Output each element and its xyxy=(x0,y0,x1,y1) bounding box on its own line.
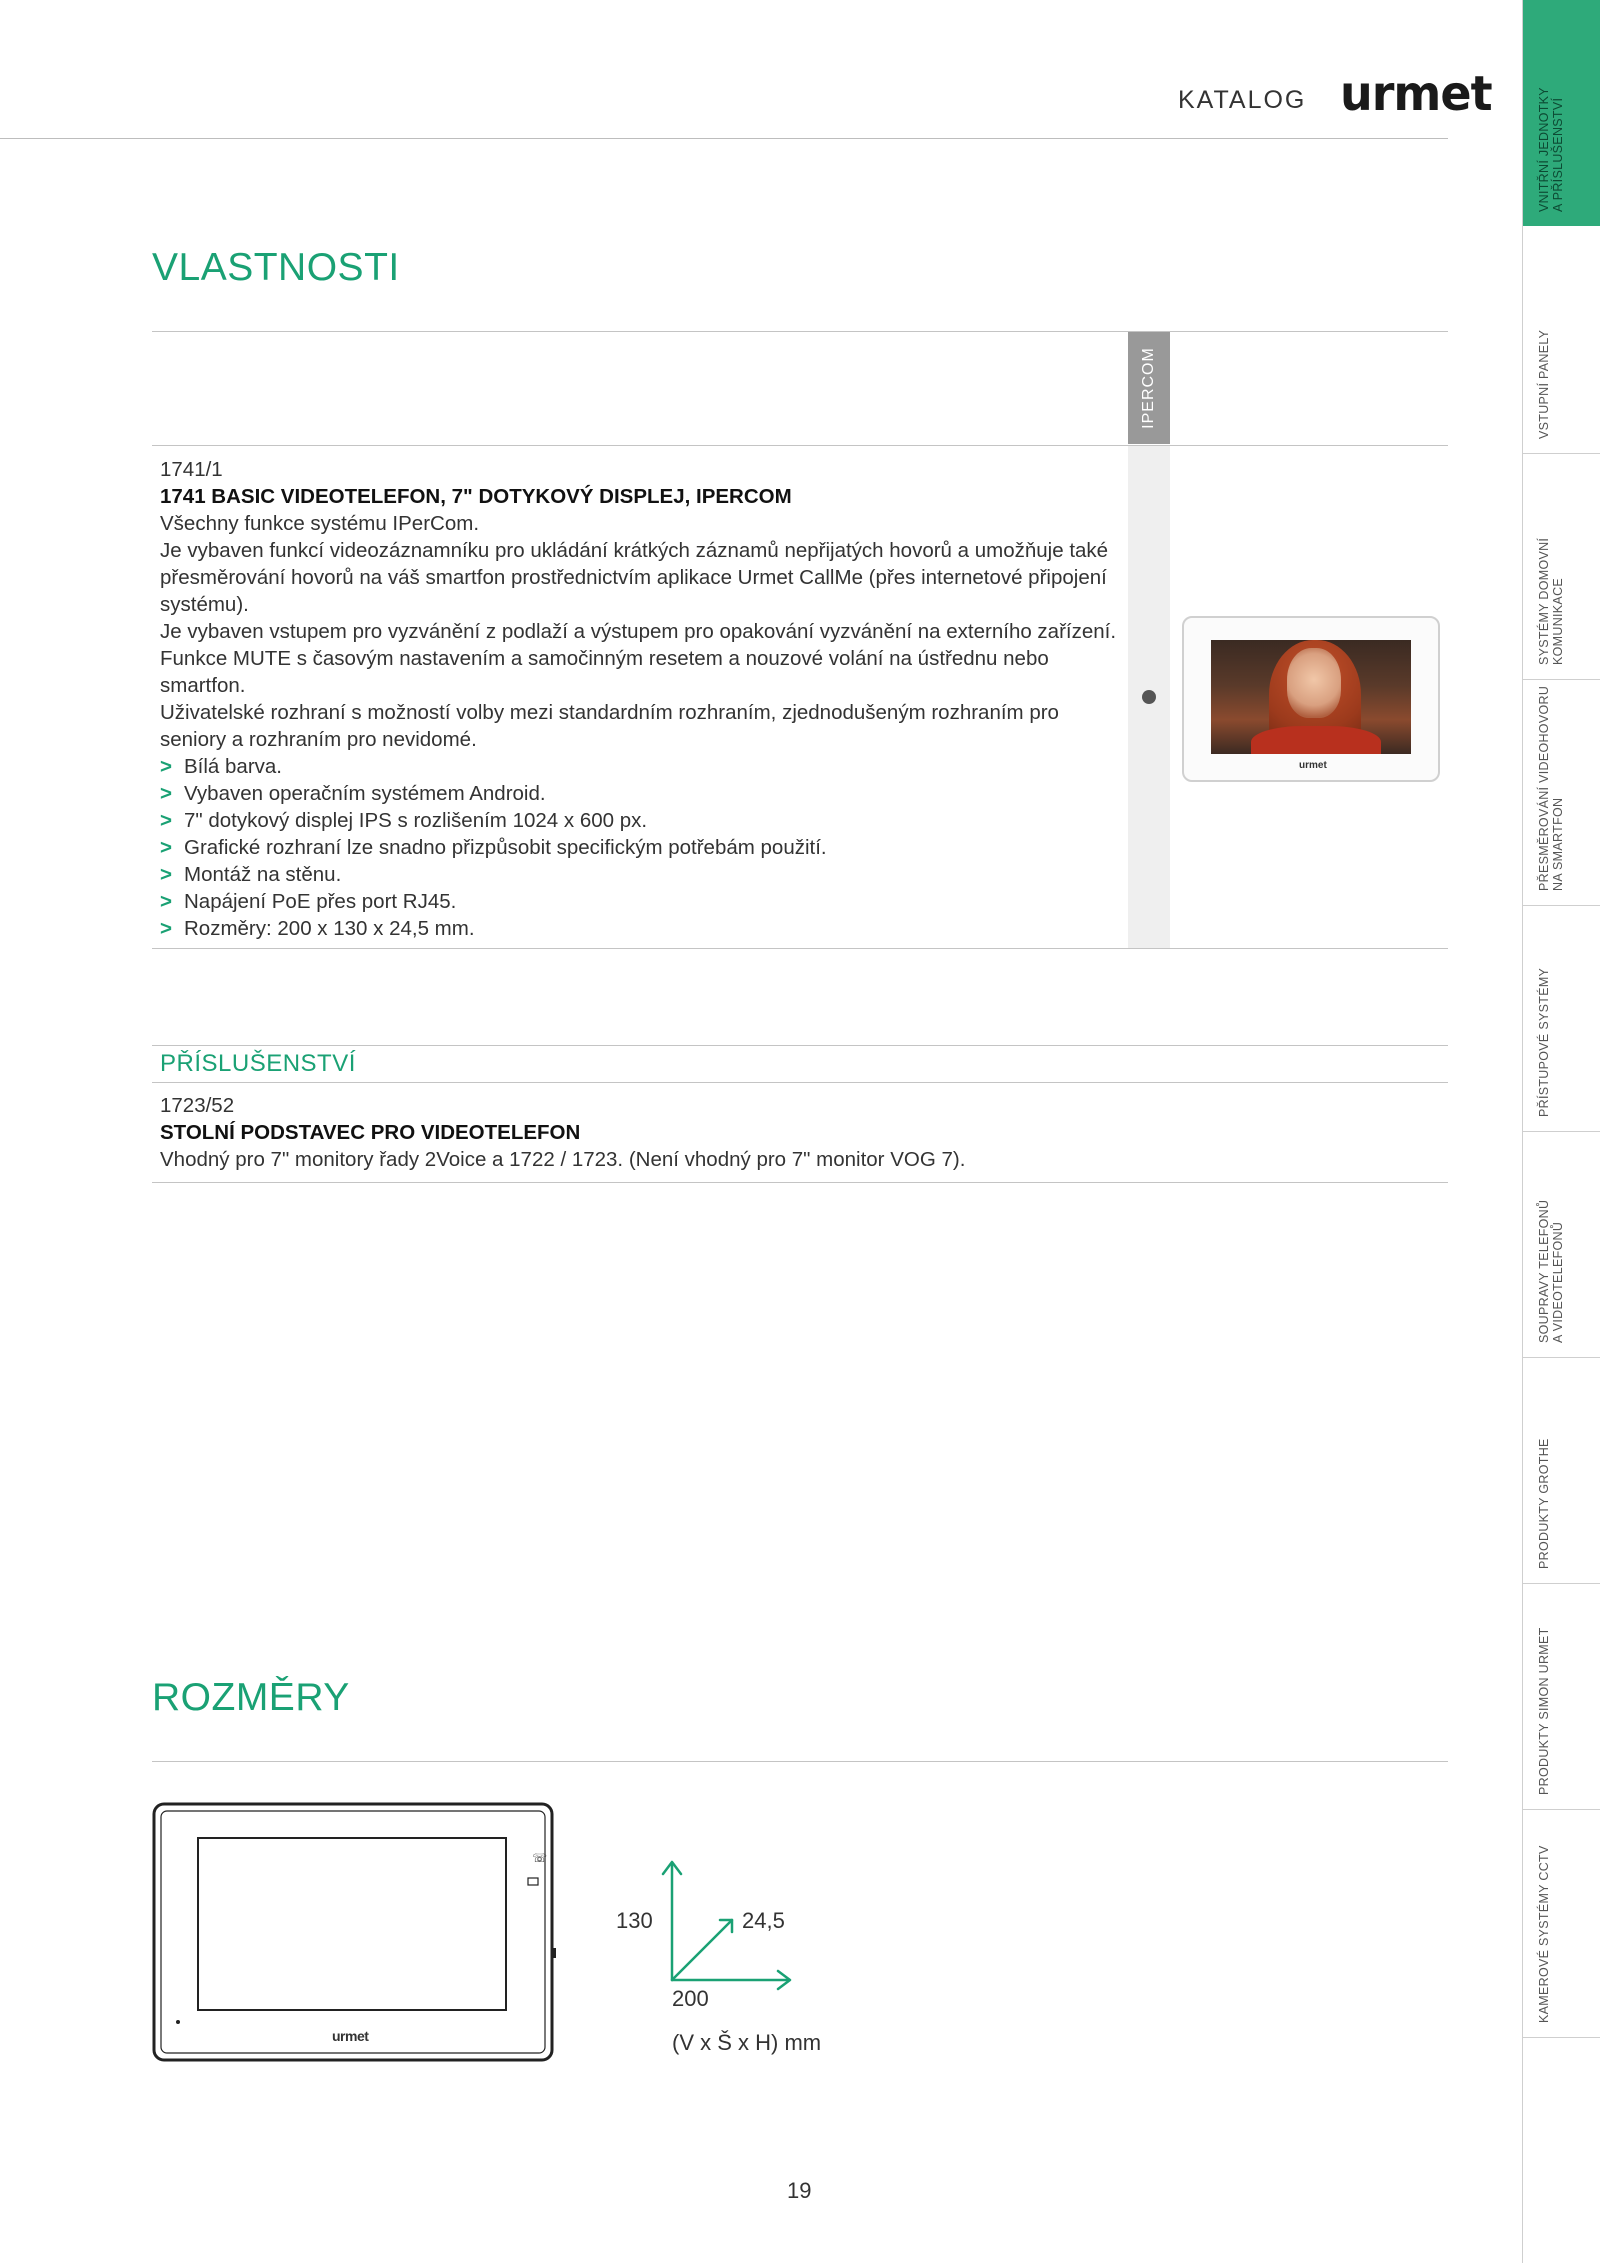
section-tabs xyxy=(1522,0,1600,2263)
list-item: > Grafické rozhraní lze snadno přizpůsobit specifickým potřebám použití. xyxy=(160,836,827,859)
tab-indoor-units[interactable] xyxy=(1523,0,1600,226)
product-image xyxy=(1182,616,1440,782)
accessory-item xyxy=(160,1092,965,1173)
tab-access-systems[interactable] xyxy=(1523,906,1600,1132)
tab-label: KAMEROVÉ SYSTÉMY CCTV xyxy=(1537,1845,1551,2023)
list-item: > 7" dotykový displej IPS s rozlišením 1024 x 600 px. xyxy=(160,809,648,832)
width-value: 200 xyxy=(672,1986,709,2011)
accessory-code: 1723/52 xyxy=(160,1094,235,1117)
depth-value: 24,5 xyxy=(742,1908,785,1933)
catalog-label: KATALOG xyxy=(1178,86,1307,114)
header-divider xyxy=(0,138,1448,139)
accessory-description: Vhodný pro 7" monitory řady 2Voice a 1722 / 1723. (Není vhodný pro 7" monitor VOG 7). xyxy=(160,1148,966,1171)
features-title: VLASTNOSTI xyxy=(152,246,400,289)
divider xyxy=(152,1082,1448,1083)
divider xyxy=(152,1182,1448,1183)
list-item: > Montáž na stěnu. xyxy=(160,863,342,886)
tab-entrance-panels[interactable] xyxy=(1523,226,1600,454)
chevron-right-icon: > xyxy=(160,890,172,913)
tab-label: SYSTÉMY DOMOVNÍ KOMUNIKACE xyxy=(1537,537,1565,665)
divider xyxy=(152,1761,1448,1762)
chevron-right-icon: > xyxy=(160,809,172,832)
product-paragraph: Všechny funkce systému IPerCom. xyxy=(160,512,480,535)
dimensions-title: ROZMĚRY xyxy=(152,1676,350,1719)
product-paragraph: Je vybaven vstupem pro vyzvánění z podlaží a výstupem pro opakování vyzvánění na externího zařízení. Funkce MUTE s časovým nastavením a samočinným resetem a nouzové volání na ústřednu nebo smartfon. xyxy=(160,620,1117,697)
product-description xyxy=(160,456,1120,942)
tab-phone-kits[interactable] xyxy=(1523,1132,1600,1358)
tab-label: SOUPRAVY TELEFONŮ A VIDEOTELEFONŮ xyxy=(1537,1199,1565,1343)
tab-label: VSTUPNÍ PANELY xyxy=(1537,329,1551,439)
tab-home-communication[interactable] xyxy=(1523,454,1600,680)
list-item: > Napájení PoE přes port RJ45. xyxy=(160,890,457,913)
tab-simon-urmet-products[interactable] xyxy=(1523,1584,1600,1810)
product-code: 1741/1 xyxy=(160,458,223,481)
product-paragraph: Je vybaven funkcí videozáznamníku pro ukládání krátkých záznamů nepřijatých hovorů a umožňuje také přesměrování hovorů na váš smartfon prostřednictvím aplikace Urmet CallMe (přes internetové připojení systému). xyxy=(160,539,1109,616)
tab-smartphone-forwarding[interactable] xyxy=(1523,680,1600,906)
divider xyxy=(152,445,1448,446)
accessories-title: PŘÍSLUŠENSTVÍ xyxy=(160,1050,356,1077)
chevron-right-icon: > xyxy=(160,917,172,940)
list-item: > Vybaven operačním systémem Android. xyxy=(160,782,546,805)
monitor-screen xyxy=(1211,640,1411,754)
chevron-right-icon: > xyxy=(160,755,172,778)
monitor-logo: urmet xyxy=(1299,760,1327,771)
chevron-right-icon: > xyxy=(160,782,172,805)
page-number: 19 xyxy=(787,2178,812,2203)
divider xyxy=(152,331,1448,332)
divider xyxy=(152,948,1448,949)
ipercom-availability-dot xyxy=(1142,690,1156,704)
chevron-right-icon: > xyxy=(160,836,172,859)
urmet-logo: urmet xyxy=(1340,64,1492,122)
tab-label: PRODUKTY GROTHE xyxy=(1537,1438,1551,1569)
tab-grothe-products[interactable] xyxy=(1523,1358,1600,1584)
tab-label: PŘÍSTUPOVÉ SYSTÉMY xyxy=(1537,967,1551,1117)
chevron-right-icon: > xyxy=(160,863,172,886)
svg-text:☏: ☏ xyxy=(532,1851,548,1865)
feature-list xyxy=(160,753,1120,942)
height-value: 130 xyxy=(616,1908,653,1933)
tab-label: PRODUKTY SIMON URMET xyxy=(1537,1627,1551,1795)
tab-cctv-systems[interactable] xyxy=(1523,1810,1600,2038)
list-item: > Rozměry: 200 x 130 x 24,5 mm. xyxy=(160,917,475,940)
tab-label: VNITŘNÍ JEDNOTKY A PŘÍSLUŠENSTVÍ xyxy=(1537,87,1565,212)
dimension-drawing xyxy=(152,1802,562,2064)
drawing-logo: urmet xyxy=(332,2028,369,2044)
list-item: > Bílá barva. xyxy=(160,755,282,778)
product-title: 1741 BASIC VIDEOTELEFON, 7" DOTYKOVÝ DISPLEJ, IPERCOM xyxy=(160,485,792,508)
dimension-unit-caption: (V x Š x H) mm xyxy=(672,2030,822,2055)
ipercom-label: IPERCOM xyxy=(1140,347,1157,429)
accessory-name: STOLNÍ PODSTAVEC PRO VIDEOTELEFON xyxy=(160,1121,581,1144)
product-paragraph: Uživatelské rozhraní s možností volby mezi standardním rozhraním, zjednodušeným rozhraním pro seniory a rozhraním pro nevidomé. xyxy=(160,701,1059,751)
tab-label: PŘESMĚROVÁNÍ VIDEOHOVORU NA SMARTFON xyxy=(1537,685,1565,891)
ipercom-column-header xyxy=(1128,332,1170,444)
divider xyxy=(152,1045,1448,1046)
